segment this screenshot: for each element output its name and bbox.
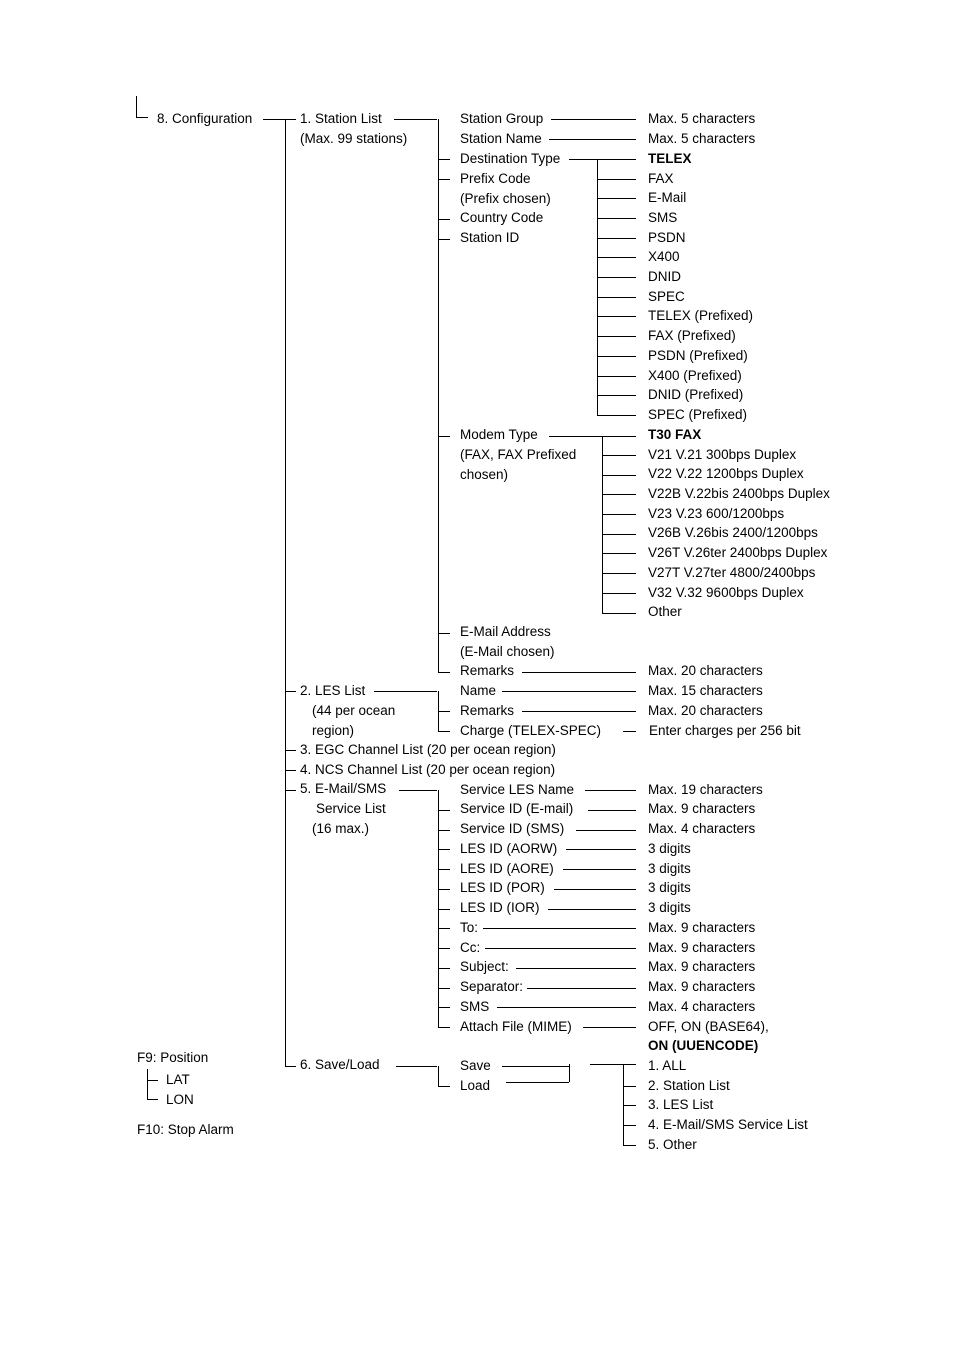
modem-other: Other xyxy=(648,604,682,619)
f9-lat-label: LAT xyxy=(166,1072,190,1087)
les-remarks-label: Remarks xyxy=(460,703,515,718)
dest-type-telex: TELEX xyxy=(648,151,692,166)
les-list-sub1: (44 per ocean xyxy=(312,703,396,718)
station-remarks-value: Max. 20 characters xyxy=(648,663,763,678)
email-sms-sub2: (16 max.) xyxy=(312,821,370,836)
svc-id-email-label: Service ID (E-mail) xyxy=(460,801,574,816)
modem-type-sub2: chosen) xyxy=(460,467,509,482)
les-id-aore-value: 3 digits xyxy=(648,861,691,876)
modem-v32: V32 V.32 9600bps Duplex xyxy=(648,585,804,600)
dest-type-psdn-prefixed: PSDN (Prefixed) xyxy=(648,348,748,363)
svc-les-name-label: Service LES Name xyxy=(460,782,575,797)
modem-type-sub1: (FAX, FAX Prefixed xyxy=(460,447,577,462)
f9-lon-label: LON xyxy=(166,1092,194,1107)
station-list-label: 1. Station List xyxy=(300,111,382,126)
field-prefix-chosen: (Prefix chosen) xyxy=(460,191,551,206)
save-load-label: 6. Save/Load xyxy=(300,1057,380,1072)
f10-stop-alarm-label: F10: Stop Alarm xyxy=(137,1122,234,1137)
dest-type-dnid-prefixed: DNID (Prefixed) xyxy=(648,387,744,402)
value-station-name: Max. 5 characters xyxy=(648,131,756,146)
field-station-name: Station Name xyxy=(460,131,542,146)
save-option-all: 1. ALL xyxy=(648,1058,687,1073)
dest-type-x400-prefixed: X400 (Prefixed) xyxy=(648,368,742,383)
les-id-ior-value: 3 digits xyxy=(648,900,691,915)
attach-file-label: Attach File (MIME) xyxy=(460,1019,572,1034)
save-option-les-list: 3. LES List xyxy=(648,1097,714,1112)
svc-id-email-value: Max. 9 characters xyxy=(648,801,756,816)
to-label: To: xyxy=(460,920,479,935)
to-value: Max. 9 characters xyxy=(648,920,756,935)
dest-type-dnid: DNID xyxy=(648,269,681,284)
field-country-code: Country Code xyxy=(460,210,544,225)
station-list-sub: (Max. 99 stations) xyxy=(300,131,408,146)
save-option-station-list: 2. Station List xyxy=(648,1078,730,1093)
separator-label: Separator: xyxy=(460,979,524,994)
dest-type-telex-prefixed: TELEX (Prefixed) xyxy=(648,308,754,323)
dest-type-x400: X400 xyxy=(648,249,680,264)
les-remarks-value: Max. 20 characters xyxy=(648,703,763,718)
save-label: Save xyxy=(460,1058,491,1073)
svc-id-sms-value: Max. 4 characters xyxy=(648,821,756,836)
modem-v23: V23 V.23 600/1200bps xyxy=(648,506,785,521)
modem-v26t: V26T V.26ter 2400bps Duplex xyxy=(648,545,828,560)
sms-label: SMS xyxy=(460,999,490,1014)
ncs-channel-list: 4. NCS Channel List (20 per ocean region) xyxy=(300,762,556,777)
modem-v26b: V26B V.26bis 2400/1200bps xyxy=(648,525,818,540)
station-remarks-label: Remarks xyxy=(460,663,515,678)
value-station-group: Max. 5 characters xyxy=(648,111,756,126)
sms-value: Max. 4 characters xyxy=(648,999,756,1014)
configuration-label: 8. Configuration xyxy=(157,111,253,126)
field-prefix-code: Prefix Code xyxy=(460,171,531,186)
field-station-id: Station ID xyxy=(460,230,520,245)
dest-type-spec-prefixed: SPEC (Prefixed) xyxy=(648,407,748,422)
separator-value: Max. 9 characters xyxy=(648,979,756,994)
modem-v21: V21 V.21 300bps Duplex xyxy=(648,447,797,462)
les-id-ior-label: LES ID (IOR) xyxy=(460,900,540,915)
email-sms-label: 5. E-Mail/SMS xyxy=(300,781,387,796)
dest-type-spec: SPEC xyxy=(648,289,685,304)
svc-les-name-value: Max. 19 characters xyxy=(648,782,763,797)
field-destination-type: Destination Type xyxy=(460,151,561,166)
les-name-value: Max. 15 characters xyxy=(648,683,763,698)
modem-v27t: V27T V.27ter 4800/2400bps xyxy=(648,565,816,580)
les-charge-label: Charge (TELEX-SPEC) xyxy=(460,723,602,738)
modem-t30-fax: T30 FAX xyxy=(648,427,702,442)
email-address-sub: (E-Mail chosen) xyxy=(460,644,555,659)
subject-label: Subject: xyxy=(460,959,509,974)
les-id-aore-label: LES ID (AORE) xyxy=(460,861,554,876)
dest-type-psdn: PSDN xyxy=(648,230,686,245)
les-list-sub2: region) xyxy=(312,723,355,738)
svc-id-sms-label: Service ID (SMS) xyxy=(460,821,565,836)
modem-v22b: V22B V.22bis 2400bps Duplex xyxy=(648,486,830,501)
field-station-group: Station Group xyxy=(460,111,544,126)
attach-file-value-line2: ON (UUENCODE) xyxy=(648,1038,759,1053)
email-address-label: E-Mail Address xyxy=(460,624,551,639)
load-label: Load xyxy=(460,1078,491,1093)
les-name-label: Name xyxy=(460,683,497,698)
cc-label: Cc: xyxy=(460,940,481,955)
les-charge-value: Enter charges per 256 bit xyxy=(649,723,801,738)
email-sms-sub1: Service List xyxy=(316,801,386,816)
modem-v22: V22 V.22 1200bps Duplex xyxy=(648,466,804,481)
cc-value: Max. 9 characters xyxy=(648,940,756,955)
subject-value: Max. 9 characters xyxy=(648,959,756,974)
f9-position-label: F9: Position xyxy=(137,1050,209,1065)
modem-type-label: Modem Type xyxy=(460,427,538,442)
egc-channel-list: 3. EGC Channel List (20 per ocean region) xyxy=(300,742,556,757)
les-list-label: 2. LES List xyxy=(300,683,366,698)
dest-type-sms: SMS xyxy=(648,210,678,225)
save-option-email-sms: 4. E-Mail/SMS Service List xyxy=(648,1117,808,1132)
les-id-aorw-label: LES ID (AORW) xyxy=(460,841,558,856)
attach-file-value: OFF, ON (BASE64), xyxy=(648,1019,769,1034)
les-id-aorw-value: 3 digits xyxy=(648,841,691,856)
les-id-por-label: LES ID (POR) xyxy=(460,880,545,895)
dest-type-fax: FAX xyxy=(648,171,674,186)
dest-type-fax-prefixed: FAX (Prefixed) xyxy=(648,328,736,343)
save-option-other: 5. Other xyxy=(648,1137,697,1152)
les-id-por-value: 3 digits xyxy=(648,880,691,895)
dest-type-email: E-Mail xyxy=(648,190,687,205)
